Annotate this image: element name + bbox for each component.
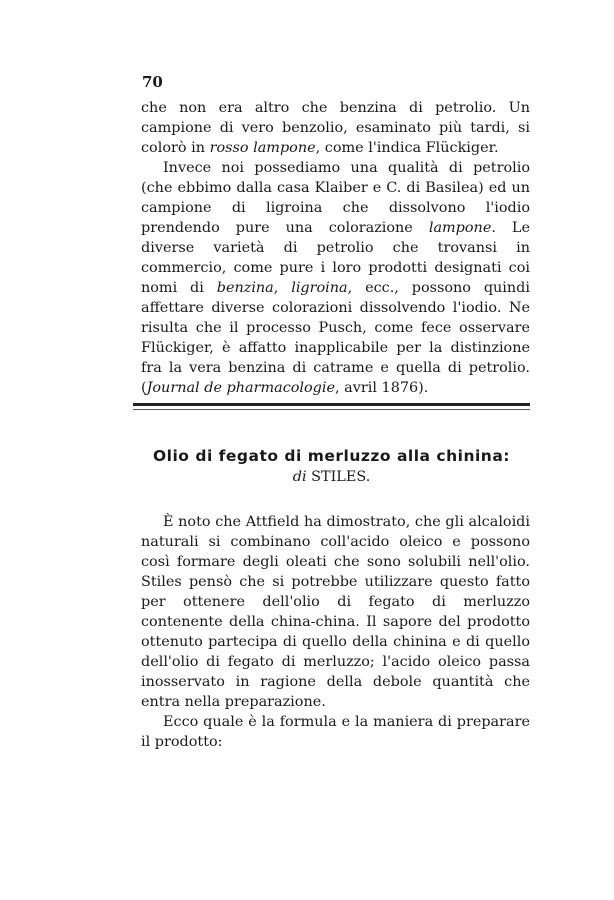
- section-divider-thin: [133, 409, 530, 410]
- italic-term: rosso lampone: [209, 140, 316, 156]
- text-run: , avril 1876).: [335, 380, 429, 396]
- author-name: STILES.: [311, 469, 371, 485]
- section-title: Olio di fegato di merluzzo alla chinina:: [153, 447, 510, 465]
- paragraph-petroleum: [141, 158, 530, 398]
- text-run: ,: [273, 280, 292, 296]
- text-run: che non era altro che benzina di petrolio. Un campione di vero benzolio, esaminato più tardi, si colorò in: [141, 100, 530, 156]
- page-number: 70: [142, 73, 163, 91]
- text-run: Invece noi possediamo una qualità di petrolio (che ebbimo dalla casa Klaiber e C. di Basilea) ed un campione di ligroina che dissolvono l'iodio prendendo pure una colorazione: [141, 160, 530, 236]
- continued-text-block: [141, 98, 530, 398]
- paragraph-attfield: È noto che Attfield ha dimostrato, che gli alcaloidi naturali si combinano coll'acido oleico e possono così formare degli oleati che sono solubili nell'olio. Stiles pensò che si potrebbe utilizzare questo fatto per ottenere dell'olio di fegato di merluzzo contenente della china-china. Il sapore del prodotto ottenuto partecipa di quello della chinina e di quello dell'olio di fegato di merluzzo; l'acido oleico passa inosservato in ragione della debole quantità che entra nella preparazione.: [141, 514, 530, 710]
- text-run: , ecc., possono quindi affettare diverse colorazioni dissolvendo l'iodio. Ne risulta che il processo Pusch, come fece osservare Flückiger, è affatto inapplicabile per la distinzione fra la vera benzina di catrame e quella di petrolio. (: [141, 280, 530, 396]
- italic-term: benzina: [216, 280, 274, 296]
- text-run: , come l'indica Flückiger.: [315, 140, 499, 156]
- italic-term: ligroina: [291, 280, 348, 296]
- italic-term: lampone: [428, 220, 492, 236]
- section-divider-thick: [133, 403, 530, 406]
- paragraph-formula-intro: Ecco quale è la formula e la maniera di preparare il prodotto:: [141, 714, 530, 750]
- paragraph-continued: [141, 98, 530, 158]
- section-author: [133, 469, 530, 485]
- journal-citation: Journal de pharmacologie: [146, 380, 336, 396]
- text-run: . Le diverse varietà di petrolio che trovansi in commercio, come pure i loro prodotti designati coi nomi di: [141, 220, 530, 296]
- author-prefix: di: [292, 469, 307, 485]
- section-body: [141, 512, 530, 752]
